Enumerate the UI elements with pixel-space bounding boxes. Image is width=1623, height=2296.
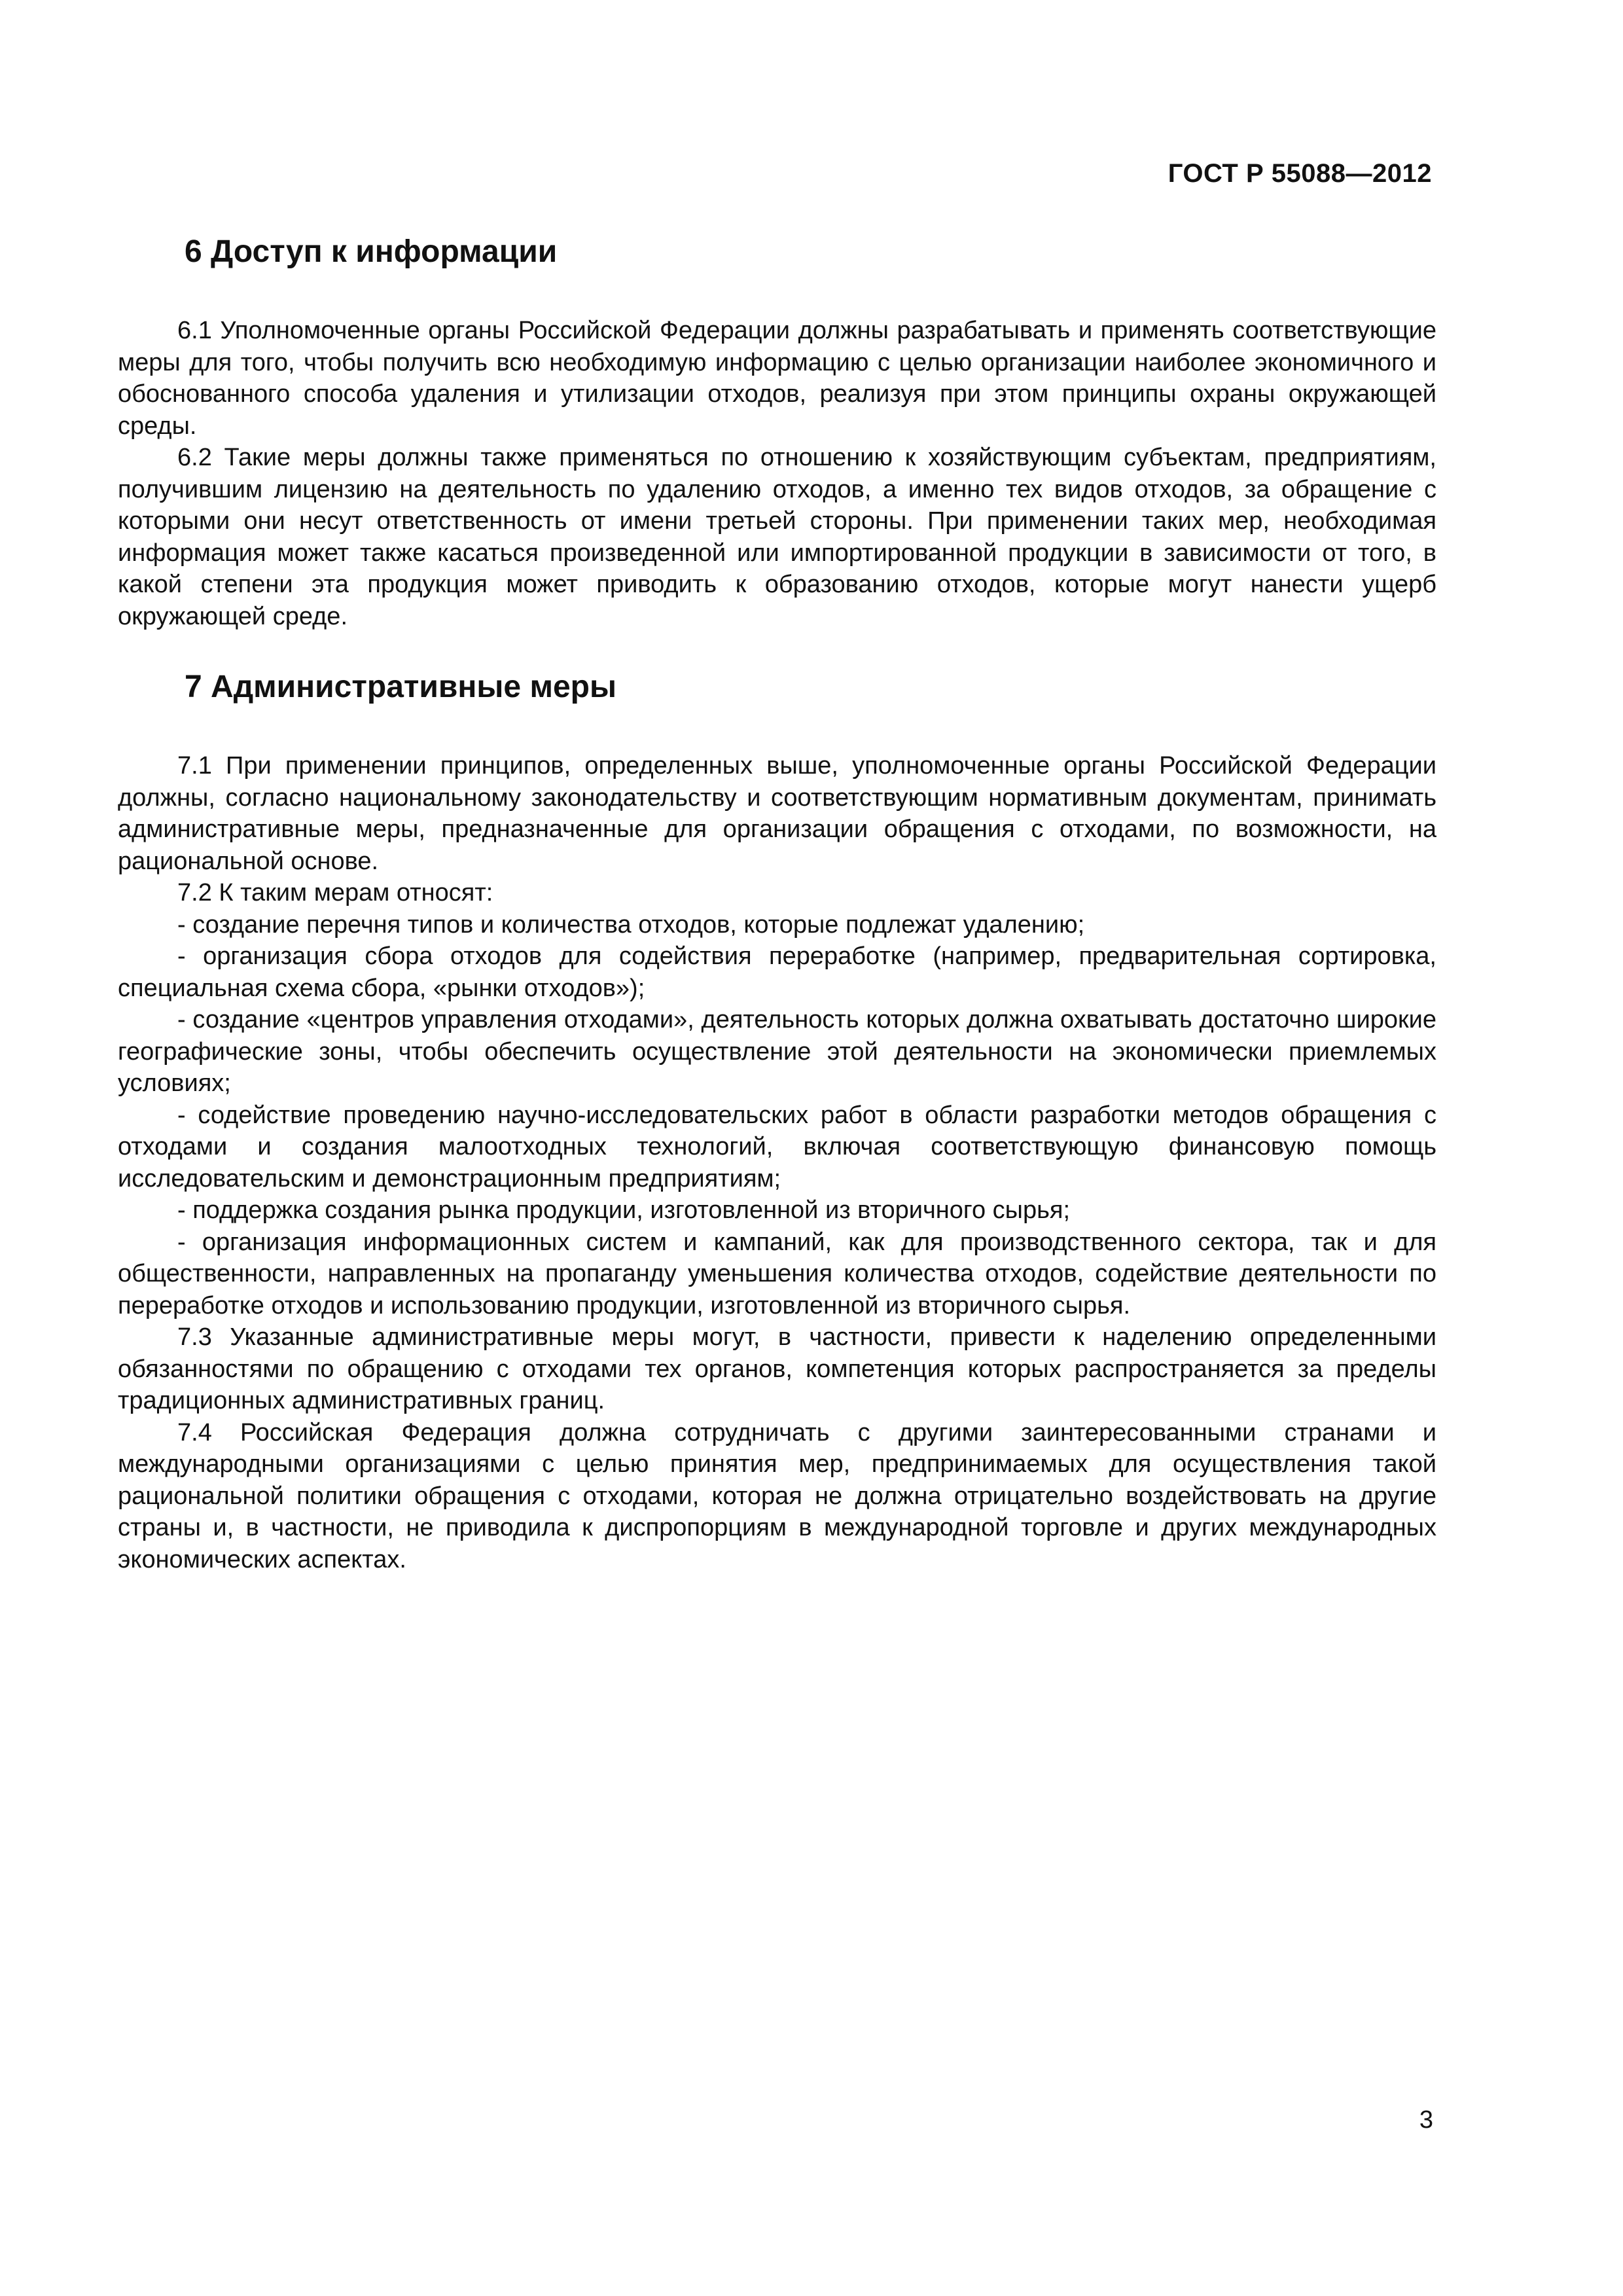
- list-item-recycled-market: - поддержка создания рынка продукции, изготовленной из вторичного сырья;: [177, 1196, 1071, 1224]
- page-content: [118, 232, 1436, 1575]
- paragraph-6-2: 6.2 Такие меры должны также применяться по отношению к хозяйствующим субъектам, предприятиям, получившим лицензию на деятельность по удалению отходов, а именно тех видов отходов, за обращение с которыми они несут ответственность от имени третьей стороны. При применении таких мер, необходимая информация может также касаться произведенной или импортированной продукции в зависимости от того, в какой степени эта продукция может приводить к образованию отходов, которые могут нанести ущерб окружающей среде.: [118, 444, 1436, 630]
- page-number: 3: [1419, 2106, 1433, 2134]
- list-item-information-campaigns: - организация информационных систем и кампаний, как для производственного сектора, так и для общественности, направленных на пропаганду уменьшения количества отходов, содействие деятельности по переработке отходов и использованию продукции, изготовленной из вторичного сырья.: [118, 1228, 1436, 1319]
- document-code-header: ГОСТ Р 55088—2012: [1168, 159, 1432, 188]
- paragraph-6-1: 6.1 Уполномоченные органы Российской Федерации должны разрабатывать и применять соответствующие меры для того, чтобы получить всю необходимую информацию с целью организации наиболее экономичного и обоснованного способа удаления и утилизации отходов, реализуя при этом принципы охраны окружающей среды.: [118, 317, 1436, 440]
- section-7-heading: 7 Административные меры: [185, 670, 616, 704]
- list-item-waste-centers: - создание «центров управления отходами», деятельность которых должна охватывать достаточно широкие географические зоны, чтобы обеспечить осуществление этой деятельности на экономически приемлемых условиях;: [118, 1006, 1436, 1097]
- paragraph-7-3: 7.3 Указанные административные меры могут, в частности, привести к наделению определенными обязанностями по обращению с отходами тех органов, компетенция которых распространяется за пределы традиционных административных границ.: [118, 1323, 1436, 1414]
- paragraph-7-2: 7.2 К таким мерам относят:: [177, 879, 493, 906]
- list-item-waste-collection: - организация сбора отходов для содействия переработке (например, предварительная сортировка, специальная схема сбора, «рынки отходов»);: [118, 942, 1436, 1002]
- list-item-research-support: - содействие проведению научно-исследовательских работ в области разработки методов обращения с отходами и создания малоотходных технологий, включая соответствующую финансовую помощь исследовательским и демонстрационным предприятиям;: [118, 1101, 1436, 1193]
- paragraph-7-4: 7.4 Российская Федерация должна сотрудничать с другими заинтересованными странами и международными организациями с целью принятия мер, предпринимаемых для осуществления такой рациональной политики обращения с отходами, которая не должна отрицательно воздействовать на другие страны и, в частности, не приводила к диспропорциям в международной торговле и других международных экономических аспектах.: [118, 1418, 1436, 1573]
- list-item-waste-inventory: - создание перечня типов и количества отходов, которые подлежат удалению;: [177, 910, 1085, 939]
- section-6-heading: 6 Доступ к информации: [185, 234, 558, 269]
- paragraph-7-1: 7.1 При применении принципов, определенных выше, уполномоченные органы Российской Федерации должны, согласно национальному законодательству и соответствующим нормативным документам, принимать административные меры, предназначенные для организации обращения с отходами, по возможности, на рациональной основе.: [118, 752, 1436, 875]
